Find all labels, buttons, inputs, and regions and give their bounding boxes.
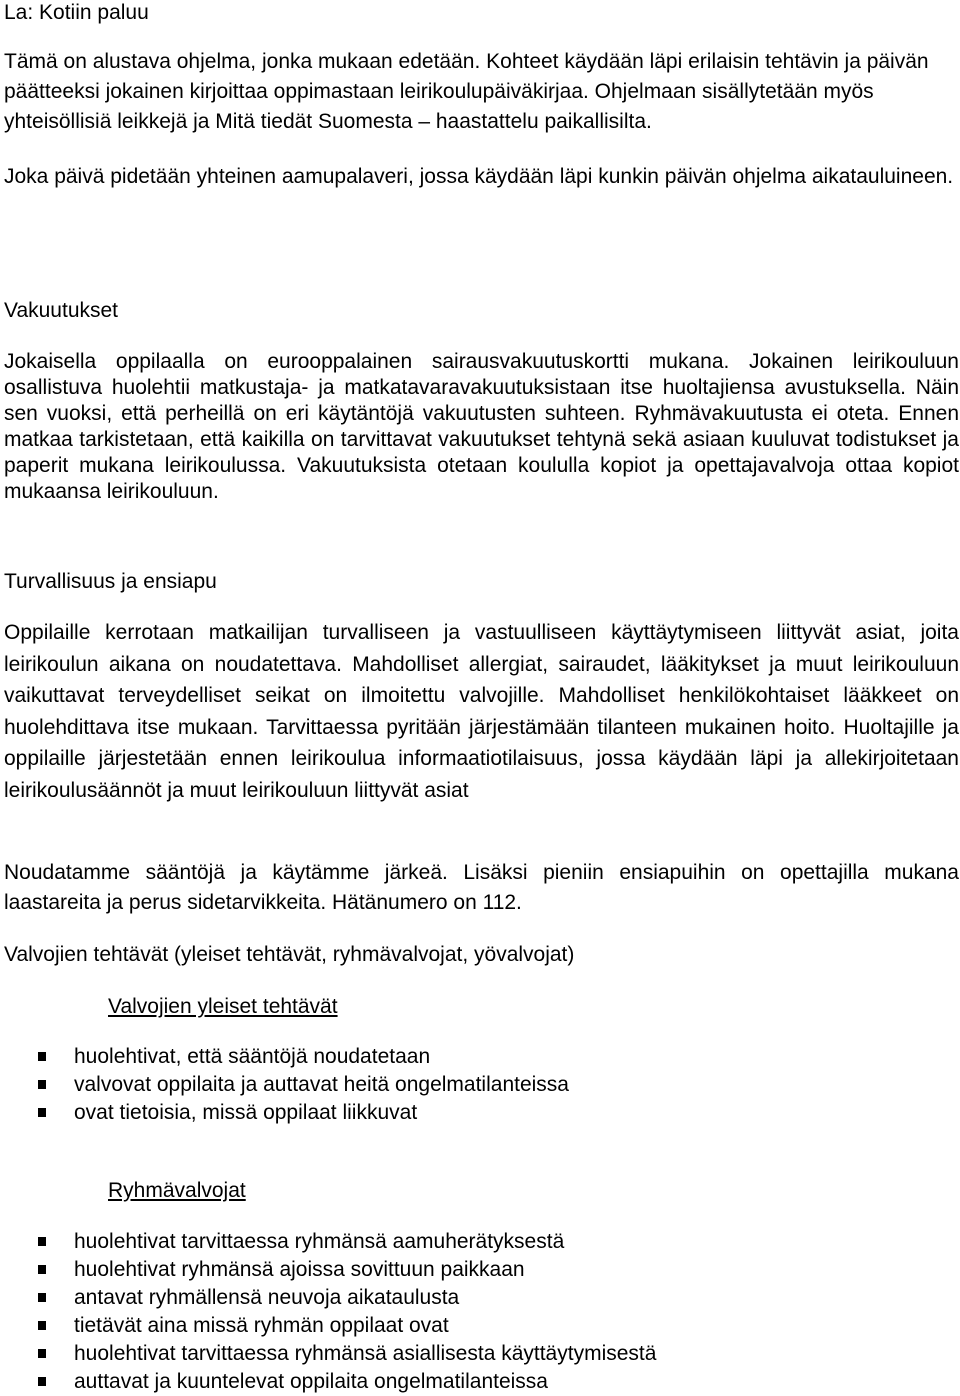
general-duties-list [0, 1043, 569, 1127]
supervisors-title: Valvojien tehtävät (yleiset tehtävät, ryhmävalvojat, yövalvojat) [4, 943, 575, 966]
list-item: huolehtivat tarvittaessa ryhmänsä aamuherätyksestä [0, 1228, 656, 1256]
group-supervisors-list [0, 1228, 656, 1396]
list-item: valvovat oppilaita ja auttavat heitä ongelmatilanteissa [0, 1071, 569, 1099]
general-duties-subtitle: Valvojien yleiset tehtävät [108, 995, 338, 1018]
morning-meeting-paragraph: Joka päivä pidetään yhteinen aamupalaveri, jossa käydään läpi kunkin päivän ohjelma aikatauluineen. [4, 165, 954, 188]
list-item: auttavat ja kuuntelevat oppilaita ongelmatilanteissa [0, 1368, 656, 1396]
list-item: ovat tietoisia, missä oppilaat liikkuvat [0, 1099, 569, 1127]
safety-paragraph: Oppilaille kerrotaan matkailijan turvalliseen ja vastuulliseen käyttäytymiseen liittyvät asiat, joita leirikoulun aikana on noudatettava. Mahdolliset allergiat, sairaudet, lääkitykset ja muut leirikouluun vaikuttavat terveydelliset seikat on ilmoitettu valvojille. Mahdolliset henkilökohtaiset lääkkeet on huolehdittava itse mukaan. Tarvittaessa pyritään järjestämään tilanteen mukainen hoito. Huoltajille ja oppilaille järjestetään ennen leirikoulua informaatiotilaisuus, jossa käydään läpi ja allekirjoitetaan leirikoulusäännöt ja muut leirikouluun liittyvät asiat [4, 621, 959, 802]
list-item: huolehtivat, että sääntöjä noudatetaan [0, 1043, 569, 1071]
list-item: huolehtivat ryhmänsä ajoissa sovittuun paikkaan [0, 1256, 656, 1284]
insurance-paragraph: Jokaisella oppilaalla on eurooppalainen sairausvakuutuskortti mukana. Jokainen leirikouluun osallistuva huolehtii matkustaja- ja matkatavaravakuutuksistaan itse huoltajiensa avustuksella. Näin sen vuoksi, että perheillä on eri käytäntöjä vakuutusten suhteen. Ryhmävakuutusta ei oteta. Ennen matkaa tarkistetaan, että kaikilla on tarvittavat vakuutukset tehtynä sekä asiaan kuuluvat todistukset ja paperit mukana leirikoulussa. Vakuutuksista otetaan koululla kopiot ja opettajavalvoja ottaa kopiot mukaansa leirikouluun. [4, 350, 959, 503]
safety-title: Turvallisuus ja ensiapu [4, 570, 217, 593]
intro-paragraph: Tämä on alustava ohjelma, jonka mukaan edetään. Kohteet käydään läpi erilaisin tehtävin ja päivän päätteeksi jokainen kirjoittaa oppimastaan leirikoulupäiväkirjaa. Ohjelmaan sisällytetään myös yhteisöllisiä leikkejä ja Mitä tiedät Suomesta – haastattelu paikallisilta. [4, 50, 929, 133]
page-heading: La: Kotiin paluu [4, 1, 149, 24]
list-item: huolehtivat tarvittaessa ryhmänsä asiallisesta käyttäytymisestä [0, 1340, 656, 1368]
group-supervisors-subtitle: Ryhmävalvojat [108, 1179, 246, 1202]
first-aid-paragraph: Noudatamme sääntöjä ja käytämme järkeä. Lisäksi pieniin ensiapuihin on opettajilla mukana laastareita ja perus sidetarvikkeita. Hätänumero on 112. [4, 861, 959, 914]
list-item: antavat ryhmällensä neuvoja aikataulusta [0, 1284, 656, 1312]
insurance-title: Vakuutukset [4, 299, 119, 322]
list-item: tietävät aina missä ryhmän oppilaat ovat [0, 1312, 656, 1340]
